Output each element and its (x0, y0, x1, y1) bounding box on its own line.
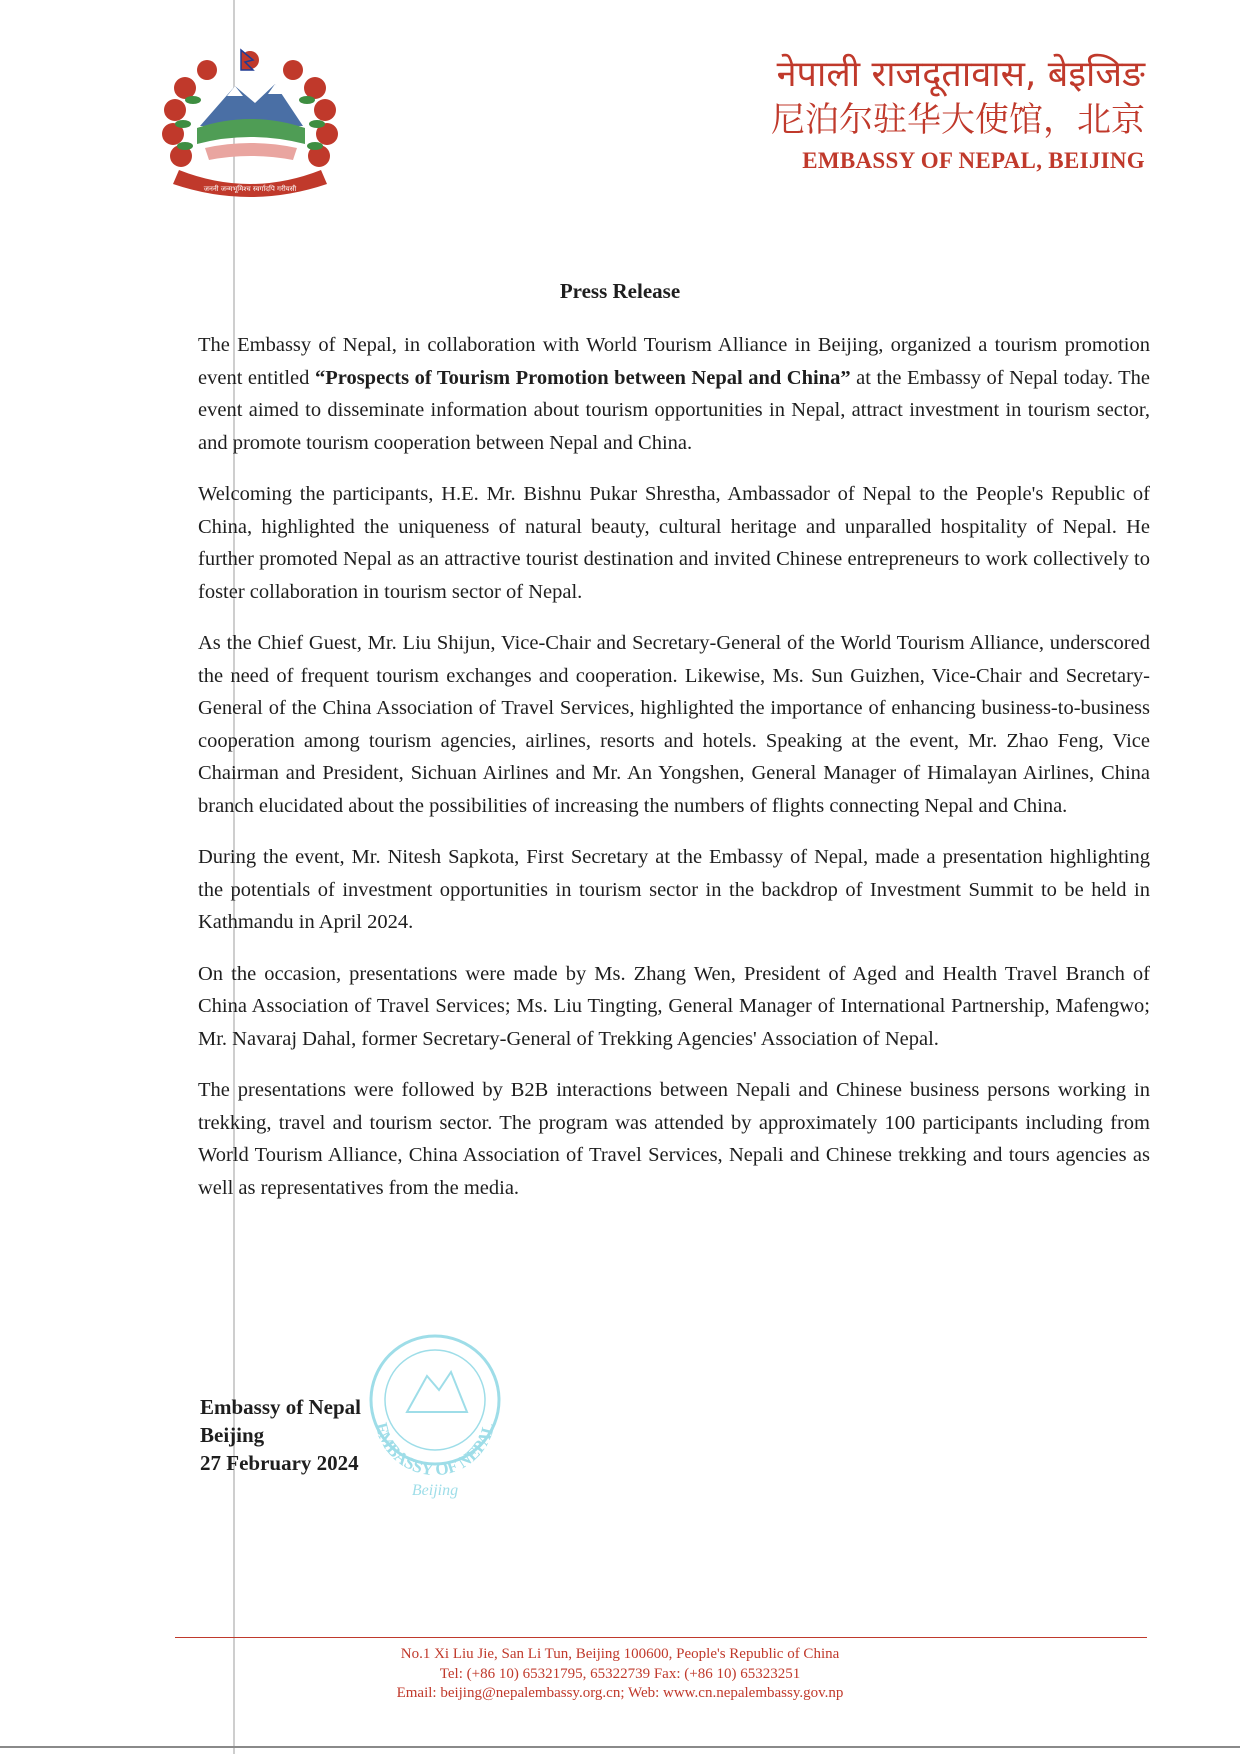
paragraph-5: On the occasion, presentations were made by Ms. Zhang Wen, President of Aged and Health Travel Branch of China Association of Travel Services; Ms. Liu Tingting, General Manager of International Partnership, Mafengwo; Mr. Navaraj Dahal, former Secretary-General of Trekking Agencies' Association of Nepal. (198, 962, 1150, 1050)
document-title: Press Release (559, 279, 681, 303)
paragraph-2: Welcoming the participants, H.E. Mr. Bishnu Pukar Shrestha, Ambassador of Nepal to the People's Republic of China, highlighted the uniqueness of natural beauty, cultural heritage and unparalled hospitality of Nepal. He further promoted Nepal as an attractive tourist destination and invited Chinese entrepreneurs to work collectively to foster collaboration in tourism sector of Nepal. (198, 483, 1150, 603)
paragraph-1-rest: at the Embassy of Nepal today. The event aimed to disseminate information about tourism opportunities in Nepal, attract investment in tourism sector, and promote tourism cooperation between Nepal and China. (198, 366, 1151, 454)
stamp-text: EMBASSY OF NEPAL (371, 1420, 499, 1480)
event-title: “Prospects of Tourism Promotion between Nepal and China” (314, 366, 851, 389)
paragraph-1-intro: The Embassy of Nepal, in collaboration with World Tourism Alliance in Beijing, organized a tourism promotion event entitled (198, 334, 1150, 389)
footer-divider (175, 1637, 1147, 1638)
press-release-body (198, 329, 1150, 1223)
paragraph-4: During the event, Mr. Nitesh Sapkota, First Secretary at the Embassy of Nepal, made a presentation highlighting the potentials of investment opportunities in tourism sector in the backdrop of Investment Summit to be held in Kathmandu in April 2024. (198, 846, 1150, 933)
footer-email-web: Email: beijing@nepalembassy.org.cn; Web: www.cn.nepalembassy.gov.np (396, 1685, 844, 1701)
scan-bottom-edge (0, 1746, 1240, 1748)
signature-org: Embassy of Nepal (200, 1395, 362, 1419)
signature-block (200, 1393, 361, 1477)
stamp-city: Beijing (411, 1482, 459, 1499)
footer-address: No.1 Xi Liu Jie, San Li Tun, Beijing 100600, People's Republic of China (400, 1646, 840, 1662)
embassy-name-nepali: नेपाली राजदूतावास, बेइजिङ (776, 54, 1145, 95)
signature-city: Beijing (200, 1423, 265, 1447)
paragraph-6: The presentations were followed by B2B interactions between Nepali and Chinese business persons working in trekking, travel and tourism sector. The program was attended by approximately 100 participants including from World Tourism Alliance, China Association of Travel Services, Nepali and Chinese trekking and tours agencies as well as representatives from the media. (198, 1079, 1150, 1199)
paragraph-1 (198, 329, 1150, 459)
footer-phone: Tel: (+86 10) 65321795, 65322739 Fax: (+86 10) 65323251 (439, 1665, 801, 1682)
paragraph-3: As the Chief Guest, Mr. Liu Shijun, Vice-Chair and Secretary-General of the World Tourism Alliance, underscored the need of frequent tourism exchanges and cooperation. Likewise, Ms. Sun Guizhen, Vice-Chair and Secretary-General of the China Association of Travel Services, highlighted the importance of enhancing business-to-business cooperation among tourism agencies, airlines, resorts and hotels. Speaking at the event, Mr. Zhao Feng, Vice Chairman and President, Sichuan Airlines and Mr. An Yongshen, General Manager of Himalayan Airlines, China branch elucidated about the possibilities of increasing the numbers of flights connecting Nepal and China. (198, 632, 1150, 817)
embassy-seal-stamp-icon (345, 1320, 525, 1505)
letterhead-footer (0, 1645, 1240, 1704)
embassy-name-english: EMBASSY OF NEPAL, BEIJING (802, 147, 1145, 173)
nepal-coat-of-arms-icon (155, 48, 345, 208)
embassy-name-chinese: 尼泊尔驻华大使馆，北京 (771, 100, 1145, 140)
emblem-motto: जननी जन्मभूमिश्च स्वर्गादपि गरीयसी (203, 185, 297, 193)
letterhead (771, 52, 1145, 174)
signature-date: 27 February 2024 (200, 1451, 359, 1475)
